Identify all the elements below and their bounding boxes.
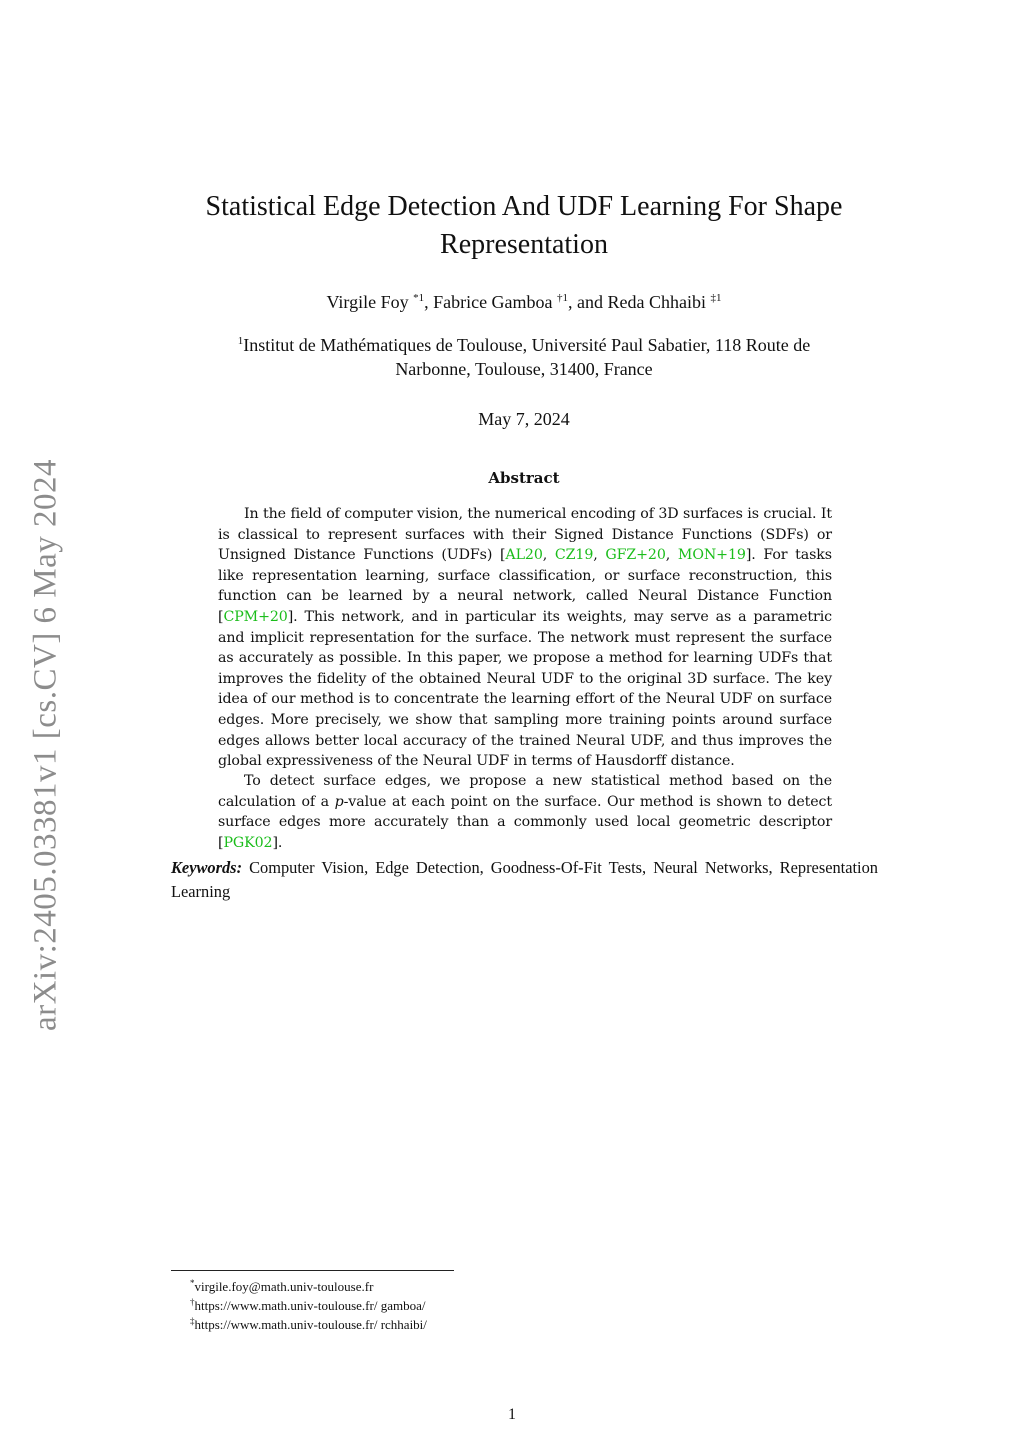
affiliation-line-1: Institut de Mathématiques de Toulouse, Université Paul Sabatier, 118 Route de [243,335,811,355]
citation-link-cz19[interactable]: CZ19 [554,547,594,564]
author-gamboa: Fabrice Gamboa [433,292,558,312]
author-separator: , [424,292,434,312]
abstract-text: To detect surface edges, we propose a new statistical method based on the calculation of a [218,773,832,810]
footnote-gamboa-link[interactable]: https://www.math.univ-toulouse.fr/ gamboa/ [194,1298,426,1313]
citation-link-pgk02[interactable]: PGK02 [223,834,273,851]
affiliation-mark: 1 [237,335,244,347]
footnote-chhaibi [190,1312,427,1334]
author-foy: Virgile Foy [326,292,414,312]
citation-separator: , [542,547,555,564]
abstract-text: ]. For tasks like representation learning, surface classification, or surface reconstruction, this function can be learned by a neural network, called Neural Distance Function [ [218,547,832,625]
abstract-text: In the field of computer vision, the numerical encoding of 3D surfaces is crucial. It is classical to represent surfaces with their Signed Distance Functions (SDFs) or Unsigned Distance Functions (UDFs) [ [218,506,832,564]
keywords-label: Keywords: [171,858,243,877]
citation-link-al20[interactable]: AL20 [505,547,543,564]
footnote-email-link[interactable]: virgile.foy@math.univ-toulouse.fr [194,1279,374,1294]
footnote-mark: † [190,1297,195,1307]
affiliation [150,329,898,381]
abstract-heading: Abstract [488,469,560,487]
citation-separator: , [665,547,678,564]
affiliation-line-2: Narbonne, Toulouse, 31400, France [395,359,653,379]
footnote-chhaibi-link[interactable]: https://www.math.univ-toulouse.fr/ rchhaibi/ [194,1317,427,1332]
citation-link-cpm20[interactable]: CPM+20 [223,608,288,625]
keywords-text: Computer Vision, Edge Detection, Goodness-Of-Fit Tests, Neural Networks, Representation Learning [171,858,878,901]
author-gamboa-mark: †1 [557,292,569,304]
author-separator: , and [568,292,608,312]
abstract-paragraph-2 [218,771,832,853]
paper-title [150,188,898,264]
p-symbol: p [334,793,344,810]
citation-link-mon19[interactable]: MON+19 [677,547,746,564]
page-number: 1 [508,1406,516,1423]
arxiv-identifier-stamp: arXiv:2405.03381v1 [cs.CV] 6 May 2024 [27,458,64,1032]
author-list [150,285,898,315]
citation-link-gfz20[interactable]: GFZ+20 [605,547,666,564]
citation-separator: , [593,547,606,564]
title-line-1: Statistical Edge Detection And UDF Learning For Shape [205,191,843,222]
keywords [171,856,878,904]
footnote-divider [171,1270,454,1271]
author-foy-mark: *1 [413,292,425,304]
abstract-paragraph-1 [218,504,832,772]
abstract-text: ]. [272,834,283,851]
author-chhaibi: Reda Chhaibi [607,292,711,312]
publication-date: May 7, 2024 [478,409,570,429]
abstract-text: ]. This network, and in particular its weights, may serve as a parametric and implicit representation for the surface. The network must represent the surface as accurately as possible. In this paper, we propose a method for learning UDFs that improves the fidelity of the obtained Neural UDF to the original 3D surface. The key idea of our method is to concentrate the learning effort of the Neural UDF on surface edges. More precisely, we show that sampling more training points around surface edges allows better local accuracy of the trained Neural UDF, and thus improves the global expressiveness of the Neural UDF in terms of Hausdorff distance. [218,608,832,770]
footnote-mark: * [190,1278,195,1288]
footnote-mark: ‡ [190,1316,195,1326]
title-line-2: Representation [440,229,608,260]
author-chhaibi-mark: ‡1 [710,292,722,304]
abstract-text: -value at each point on the surface. Our method is shown to detect surface edges more accurately than a commonly used local geometric descriptor [ [218,793,832,851]
